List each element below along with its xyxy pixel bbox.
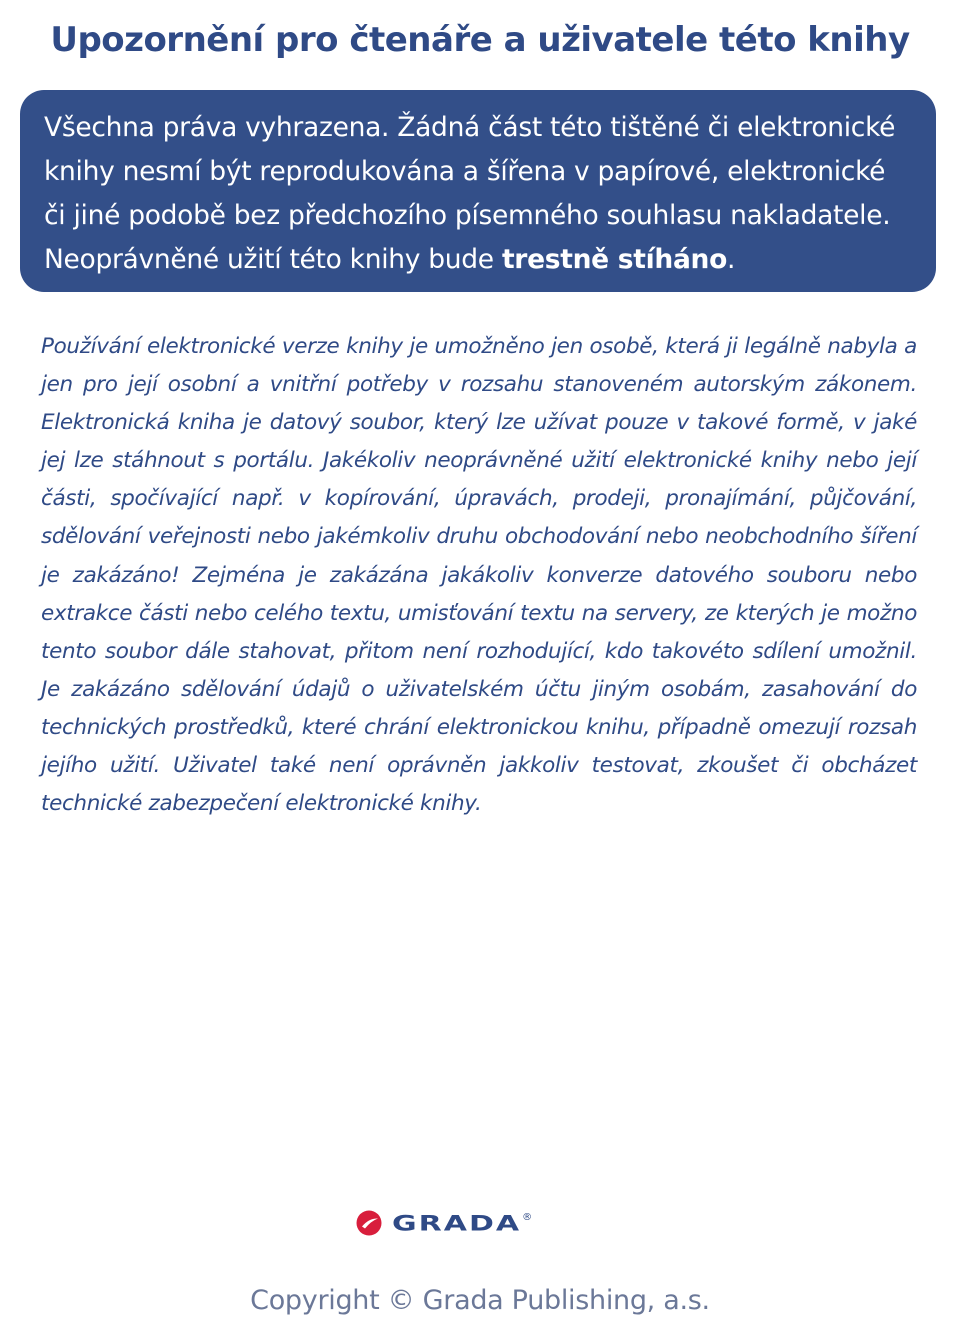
publisher-logo: [356, 1206, 532, 1240]
legal-paragraph: Používání elektronické verze knihy je umožněno jen osobě, která ji legálně nabyla a jen pro její osobní a vnitřní potřeby v rozsahu stanoveném autorským zákonem. Elektronická kniha je datový soubor, který lze užívat pouze v takové formě, v jaké jej lze stáhnout s portálu. Jakékoliv neoprávněné užití elektronické knihy nebo její části, spočívající např. v kopírování, úpravách, prodeji, pronajímání, půjčování, sdělování veřejnosti nebo jakémkoliv druhu obchodování nebo neobchodního šíření je zakázáno! Zejména je zakázána jakákoliv konverze datového souboru nebo extrakce části nebo celého textu, umisťování textu na servery, ze kterých je možno tento soubor dále stahovat, přitom není rozhodující, kdo takovéto sdílení umožnil. Je zakázáno sdělování údajů o uživatelském účtu jiným osobám, zasahování do technických prostředků, které chrání elektronickou knihu, případně omezují rozsah jejího užití. Uživatel také není oprávněn jakkoliv testovat, zkoušet či obcházet technické zabezpečení elektronické knihy.: [41, 334, 917, 817]
registered-mark: ®: [522, 1212, 533, 1223]
logo-wordmark: GRADA: [392, 1210, 522, 1236]
notice-end: .: [727, 244, 736, 275]
notice-emphasis: trestně stíháno: [501, 244, 727, 275]
copyright-line: Copyright © Grada Publishing, a.s.: [250, 1285, 710, 1316]
page-title: Upozornění pro čtenáře a uživatele této knihy: [50, 20, 910, 60]
copyright-notice-box: [20, 90, 936, 292]
grada-logo-mark-icon: [356, 1210, 382, 1236]
notice-text: Všechna práva vyhrazena. Žádná část této tištěné či elektronické knihy nesmí být reprodukována a šířena v papírové, elektronické či jiné podobě bez předchozího písemného souhlasu nakladatele. Neoprávněné užití této knihy bude: [44, 112, 896, 275]
